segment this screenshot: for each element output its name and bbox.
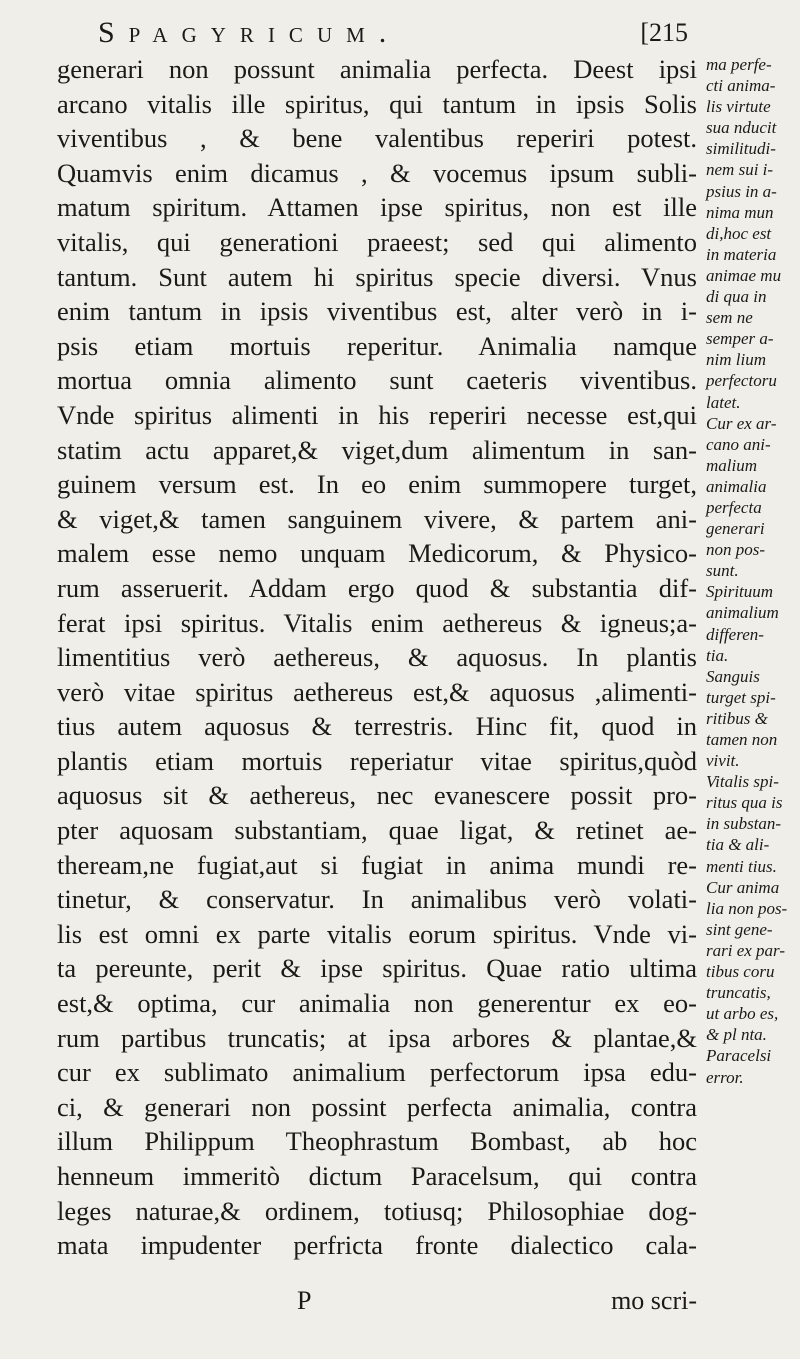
- marginal-note-line: sint gene-: [706, 919, 773, 939]
- signature-mark: P: [297, 1286, 312, 1315]
- marginal-note-line: error.: [706, 1067, 744, 1087]
- marginal-note-line: sem ne: [706, 308, 753, 328]
- page-number: [215: [640, 18, 688, 47]
- text-line: malem esse nemo unquam Medicorum, & Physico-: [57, 538, 697, 569]
- text-line: tius autem aquosus & terrestris. Hinc fit, quod in: [57, 711, 697, 742]
- text-line: tantum. Sunt autem hi spiritus specie diversi. Vnus: [57, 261, 697, 292]
- marginal-note-line: ritibus &: [706, 708, 768, 728]
- marginal-note-line: generari: [706, 519, 765, 539]
- text-line: plantis etiam mortuis reperiatur vitae spiritus,quòd: [57, 745, 697, 776]
- marginal-note-line: sua nducit: [706, 118, 777, 138]
- catchword: mo scri-: [611, 1286, 697, 1315]
- marginal-note-line: tia & ali-: [706, 835, 770, 855]
- marginal-note-line: lia non pos-: [706, 898, 788, 918]
- marginal-note-line: turget spi-: [706, 687, 776, 707]
- text-line: mata impudenter perfricta fronte dialectico cala-: [57, 1230, 697, 1261]
- running-head: [98, 16, 688, 50]
- marginal-note-line: Cur ex ar-: [706, 413, 777, 433]
- text-line: psis etiam mortuis reperitur. Animalia namque: [57, 330, 697, 361]
- text-line: Quamvis enim dicamus , & vocemus ipsum subli-: [57, 157, 697, 188]
- marginal-note-line: perfecta: [706, 497, 762, 517]
- marginal-note-line: ma perfe-: [706, 55, 772, 74]
- marginal-note-line: tamen non: [706, 730, 778, 749]
- text-line: limentitius verò aethereus, & aquosus. In plantis: [57, 642, 697, 673]
- marginal-note-line: in materia: [706, 244, 777, 264]
- marginal-note-line: Spirituum: [706, 582, 774, 602]
- text-line: ta pereunte, perit & ipse spiritus. Quae ratio ultima: [57, 953, 697, 984]
- text-line: illum Philippum Theophrastum Bombast, ab hoc: [57, 1126, 697, 1157]
- text-line: statim actu apparet,& viget,dum alimentum in san-: [57, 434, 697, 465]
- text-line: cur ex sublimato animalium perfectorum ipsa edu-: [57, 1057, 697, 1088]
- marginal-note-line: similitudi-: [706, 139, 776, 159]
- marginal-note-line: tibus coru: [706, 962, 775, 982]
- marginal-note-line: Cur anima: [706, 877, 780, 897]
- marginal-note-line: menti tius.: [706, 856, 777, 876]
- marginal-note-line: vivit.: [706, 751, 740, 771]
- marginal-note-line: di qua in: [706, 287, 767, 307]
- marginal-note-line: malium: [706, 455, 757, 475]
- marginal-note-line: Vitalis spi-: [706, 772, 779, 792]
- text-line: lis est omni ex parte vitalis eorum spiritus. Vnde vi-: [57, 918, 697, 949]
- marginal-note-line: nima mun: [706, 202, 774, 222]
- marginal-note-line: cti anima-: [706, 76, 776, 96]
- marginal-note-line: animae mu: [706, 265, 782, 285]
- marginal-note-line: cano ani-: [706, 434, 771, 454]
- text-line: aquosus sit & aethereus, nec evanescere possit pro-: [57, 780, 697, 811]
- text-line: Vnde spiritus alimenti in his reperiri necesse est,qui: [57, 399, 697, 430]
- marginal-note-line: lis virtute: [706, 97, 771, 117]
- text-line: pter aquosam substantiam, quae ligat, & retinet ae-: [57, 815, 697, 846]
- text-line: arcano vitalis ille spiritus, qui tantum in ipsis Solis: [57, 88, 697, 119]
- text-line: verò vitae spiritus aethereus est,& aquosus ,alimenti-: [57, 676, 697, 707]
- text-line: enim tantum in ipsis viventibus est, alter verò in i-: [57, 296, 697, 327]
- marginal-note-line: latet.: [706, 392, 741, 412]
- marginal-note-line: truncatis,: [706, 983, 771, 1003]
- text-line: generari non possunt animalia perfecta. Deest ipsi: [57, 54, 697, 84]
- marginal-note-line: Sanguis: [706, 666, 760, 686]
- marginal-note-line: & pl nta.: [706, 1025, 767, 1045]
- text-line: mortua omnia alimento sunt caeteris viventibus.: [57, 365, 697, 396]
- text-line: matum spiritum. Attamen ipse spiritus, non est ille: [57, 192, 697, 223]
- text-line: ci, & generari non possint perfecta animalia, contra: [57, 1091, 697, 1122]
- text-line: henneum immeritò dictum Paracelsum, qui contra: [57, 1161, 697, 1191]
- marginal-note-line: di,hoc est: [706, 223, 772, 243]
- text-line: rum asseruerit. Addam ergo quod & substantia dif-: [57, 572, 697, 603]
- marginal-note-line: non pos-: [706, 540, 766, 560]
- marginal-note-line: perfectoru: [706, 371, 777, 391]
- text-line: est,& optima, cur animalia non generentur ex eo-: [57, 988, 697, 1019]
- text-line: rum partibus truncatis; at ipsa arbores & plantae,&: [57, 1022, 697, 1053]
- marginal-note-line: semper a-: [706, 329, 774, 349]
- marginal-note-line: rari ex par-: [706, 940, 785, 960]
- text-line: tinetur, & conservatur. In animalibus verò volati-: [57, 884, 697, 915]
- running-title: Spagyricum.: [98, 16, 401, 49]
- marginal-note-line: Paracelsi: [706, 1046, 772, 1066]
- text-line: leges naturae,& ordinem, totiusq; Philosophiae dog-: [57, 1195, 697, 1226]
- text-line: & viget,& tamen sanguinem vivere, & partem ani-: [57, 503, 697, 534]
- text-line: guinem versum est. In eo enim summopere turget,: [57, 469, 697, 500]
- text-line: viventibus , & bene valentibus reperiri potest.: [57, 123, 697, 154]
- marginal-notes: [706, 54, 798, 1088]
- marginal-note-line: ut arbo es,: [706, 1004, 779, 1024]
- marginal-note-line: nim lium: [706, 350, 766, 370]
- text-line: vitalis, qui generationi praeest; sed qui alimento: [57, 226, 697, 257]
- text-line: ferat ipsi spiritus. Vitalis enim aethereus & igneus;a-: [57, 607, 697, 638]
- marginal-note-line: in substan-: [706, 814, 782, 834]
- marginal-note-line: nem sui i-: [706, 160, 774, 180]
- marginal-note-line: animalia: [706, 476, 767, 496]
- marginal-note-line: psius in a-: [706, 181, 777, 201]
- main-text-block: [57, 52, 697, 1263]
- marginal-note-line: sunt.: [706, 561, 739, 581]
- text-line: theream,ne fugiat,aut si fugiat in anima mundi re-: [57, 849, 697, 880]
- catchline: [57, 1286, 697, 1320]
- marginal-note-line: tia.: [706, 645, 729, 665]
- marginal-note-line: ritus qua is: [706, 793, 783, 813]
- marginal-note-line: animalium: [706, 603, 779, 623]
- marginal-note-line: differen-: [706, 624, 764, 644]
